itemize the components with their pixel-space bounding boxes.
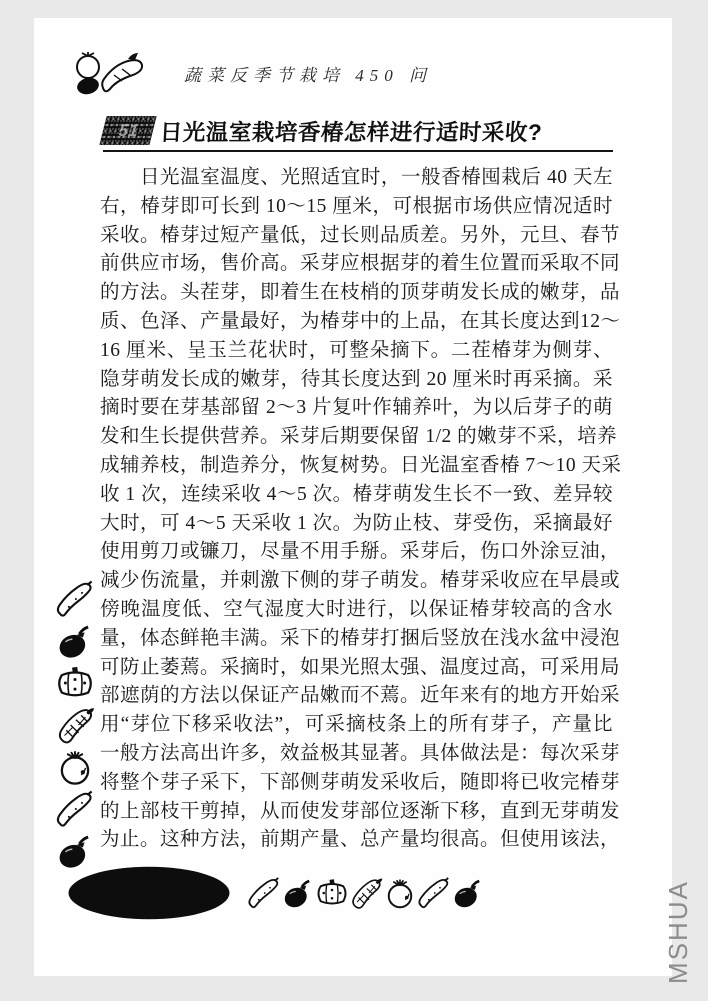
- cucumber-icon: [49, 578, 101, 620]
- watermelon-icon: [60, 865, 238, 921]
- eggplant-icon: [280, 870, 316, 916]
- text-line: 为止。这种方法，前期产量、总产量均很高。但使用该法，: [100, 829, 621, 851]
- text-line: 将整个芽子采下，下部侧芽萌发采收后，随即将已收完椿芽: [100, 771, 621, 793]
- text-line: 可防止萎蔫。采摘时，如果光照太强、温度过高，可采用局: [100, 656, 621, 678]
- pumpkin-icon: [49, 662, 101, 704]
- cucumber-icon: [246, 870, 282, 916]
- text-line: 右，椿芽即可长到 10～15 厘米，可根据市场供应情况适时: [100, 195, 613, 217]
- question-number: 51: [117, 120, 139, 140]
- body-text: [100, 164, 622, 855]
- text-line: 的上部枝干剪掉，从而使发芽部位逐渐下移，直到无芽萌发: [100, 800, 621, 822]
- question-number-badge: [99, 116, 156, 145]
- text-line: 使用剪刀或镰刀，尽量不用手掰。采芽后，伤口外涂豆油，: [100, 541, 621, 563]
- bottom-decoration: [60, 862, 484, 924]
- left-margin-decoration: [42, 578, 108, 872]
- book-title: 蔬菜反季节栽培 450 问: [184, 65, 432, 85]
- text-line: 前供应市场，售价高。采芽应根据芽的着生位置而采取不同: [100, 253, 621, 275]
- text-line: 隐芽萌发长成的嫩芽，待其长度达到 20 厘米时再采摘。采: [100, 368, 613, 390]
- cucumber-icon: [416, 870, 452, 916]
- eggplant-icon: [450, 870, 486, 916]
- text-line: 用“芽位下移采收法”，可采摘枝条上的所有芽子，产量比: [100, 714, 613, 736]
- text-line: 16 厘米、呈玉兰花状时，可整朵摘下。二茬椿芽为侧芽、: [100, 339, 613, 361]
- section-heading: [103, 111, 613, 152]
- book-page: [34, 18, 672, 976]
- page-header: [70, 50, 432, 96]
- text-line: 部遮荫的方法以保证产品嫩而不蔫。近年来有的地方开始采: [100, 685, 621, 707]
- text-line: 大时，可 4～5 天采收 1 次。为防止枝、芽受伤，采摘最好: [100, 512, 613, 534]
- section-title: 日光温室栽培香椿怎样进行适时采收?: [159, 119, 543, 145]
- text-line: 成辅养枝，制造养分，恢复树势。日光温室香椿 7～10 天采: [100, 454, 622, 476]
- eggplant-icon: [49, 620, 101, 662]
- bitter-melon-icon: [49, 704, 101, 746]
- pumpkin-icon: [314, 870, 350, 916]
- tomato-icon: [49, 746, 101, 788]
- text-line: 采收。椿芽过短产量低，过长则品质差。另外，元旦、春节: [100, 224, 621, 246]
- text-line: 质、色泽、产量最好，为椿芽中的上品，在其长度达到12～: [100, 310, 621, 332]
- text-line: 摘时要在芽基部留 2～3 片复叶作辅养叶，为以后芽子的萌: [100, 397, 613, 419]
- bitter-melon-icon: [348, 870, 384, 916]
- text-line: 收 1 次，连续采收 4～5 次。椿芽萌发生长不一致、差异较: [100, 483, 613, 505]
- text-line: 发和生长提供营养。采芽后期要保留 1/2 的嫩芽不采，培养: [100, 426, 618, 448]
- text-line: 的方法。头茬芽，即着生在枝梢的顶芽萌发长成的嫩芽，品: [100, 282, 621, 304]
- cucumber-icon: [49, 788, 101, 830]
- tomato-icon: [382, 870, 418, 916]
- text-line: 量，体态鲜艳丰满。采下的椿芽打捆后竖放在浅水盆中浸泡: [100, 627, 621, 649]
- text-line: 一般方法高出许多，效益极其显著。具体做法是：每次采芽: [100, 742, 621, 764]
- watermark: MSHUA: [663, 880, 693, 984]
- text-line: 减少伤流量，并刺激下侧的芽子萌发。椿芽采收应在早晨或: [100, 570, 621, 592]
- text-line: 傍晚温度低、空气湿度大时进行，以保证椿芽较高的含水: [100, 598, 613, 620]
- text-line: 日光温室温度、光照适宜时，一般香椿囤栽后 40 天左: [139, 167, 613, 188]
- vegetable-cluster-icon: [70, 51, 146, 95]
